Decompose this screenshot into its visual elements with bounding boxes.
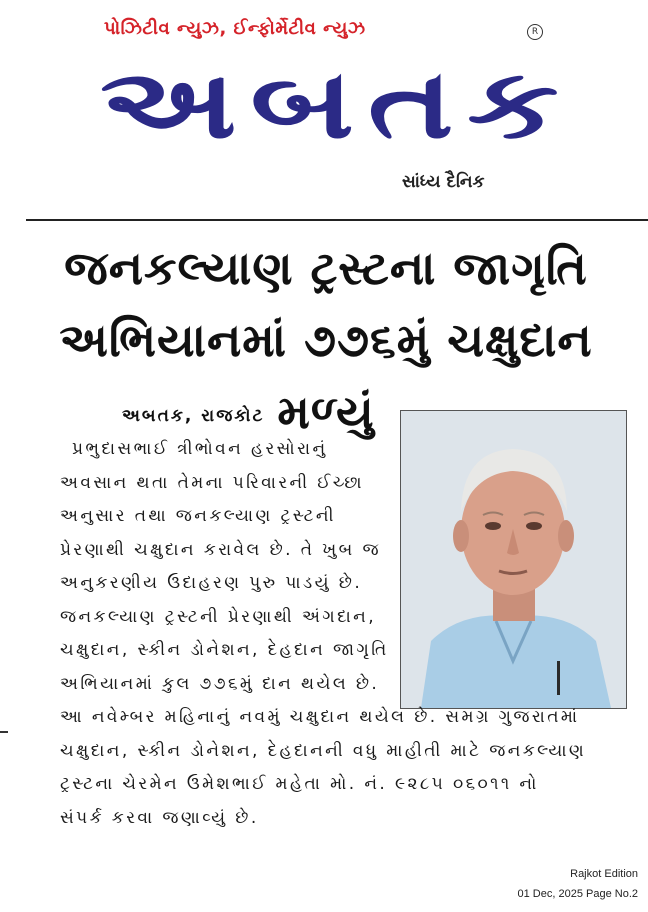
body-line: સંપર્ક કરવા જણાવ્યું છે. — [60, 807, 259, 828]
headline-line-1: જનકલ્યાણ ટ્રસ્ટના જાગૃતિ — [64, 241, 588, 295]
masthead — [0, 0, 648, 212]
date-page-label: 01 Dec, 2025 Page No.2 — [517, 888, 638, 900]
headline-line-2: અભિયાનમાં ૭૭૬મું ચક્ષુદાન મળ્યું — [59, 313, 593, 439]
body-line: ચક્ષુદાન, સ્કીન ડોનેશન, દેહદાન જાગૃતિ — [60, 640, 389, 660]
header-divider — [26, 219, 648, 221]
masthead-subtitle: સાંધ્ય દૈનિક — [402, 172, 485, 192]
body-line: અનુકરણીય ઉદાહરણ પુરુ પાડયું છે. — [60, 573, 363, 593]
body-line: જનકલ્યાણ ટ્રસ્ટની પ્રેરણાથી અંગદાન, — [60, 606, 377, 627]
body-line: પ્રભુદાસભાઈ ત્રીભોવન હરસોરાનું — [72, 439, 328, 459]
body-line: અભિયાનમાં કુલ ૭૭૬મું દાન થયેલ છે. — [60, 673, 380, 694]
article-body — [60, 433, 586, 835]
body-line: અનુસાર તથા જનકલ્યાણ ટ્રસ્ટની — [60, 506, 336, 526]
body-line: આ નવેમ્બર મહિનાનું નવમું ચક્ષુદાન થયેલ છે. સમગ્ર ગુજરાતમાં — [60, 707, 580, 727]
newspaper-logo: અબતક — [100, 48, 573, 160]
body-line: ટ્રસ્ટના ચેરમેન ઉમેશભાઈ મહેતા મો. નં. ૯૨૮૫ ૦૬૦૧૧ નો — [60, 774, 539, 794]
body-line: પ્રેરણાથી ચક્ષુદાન કરાવેલ છે. તે ખુબ જ — [60, 539, 381, 560]
dateline: અબતક, રાજકોટ — [122, 406, 265, 426]
edition-label: Rajkot Edition — [570, 868, 638, 880]
body-line: ચક્ષુદાન, સ્કીન ડોનેશન, દેહદાનની વધુ માહીતી માટે જનકલ્યાણ — [60, 740, 587, 761]
margin-mark — [0, 731, 8, 733]
masthead-tagline: પોઝિટીવ ન્યુઝ, ઈન્ફોર્મેટીવ ન્યુઝ — [104, 18, 366, 39]
body-line: અવસાન થતા તેમના પરિવારની ઈચ્છા — [60, 472, 364, 493]
page-footer — [518, 864, 638, 904]
registered-mark-icon: R — [527, 24, 543, 40]
